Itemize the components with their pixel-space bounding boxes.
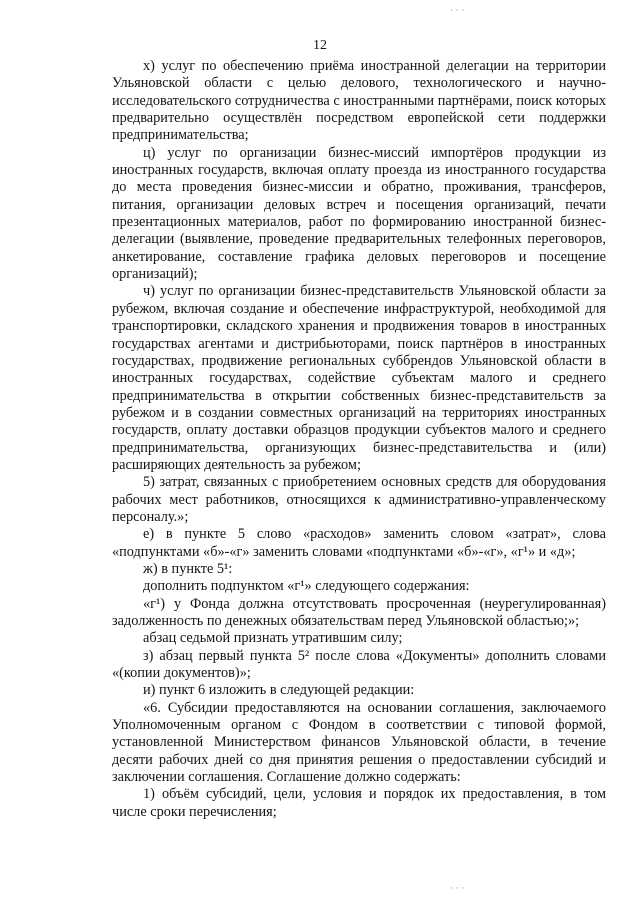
- paragraph-g1: «г¹) у Фонда должна отсутствовать просроченная (неурегулированная) задолженность по денежных обязательствам перед Ульяновской областью;»;: [112, 595, 606, 629]
- scan-mark-top: · · ·: [450, 6, 465, 16]
- paragraph-ts: ц) услуг по организации бизнес-миссий импортёров продукции из иностранных государств, включая оплату проезда из иностранного государства до места проведения бизнес-миссии и обратно, проживания, трансферов, питания, организации деловых встреч и посещения организаций, печати презентационных материалов, работ по формированию иностранной бизнес-делегации (выявление, проведение предварительных телефонных переговоров, анкетирование, составление графика деловых переговоров и посещение организаций);: [112, 144, 606, 283]
- scan-mark-bottom: · · ·: [450, 884, 465, 894]
- paragraph-add-subitem: дополнить подпунктом «г¹» следующего содержания:: [143, 578, 470, 595]
- paragraph-6: «6. Субсидии предоставляются на основании соглашения, заключаемого Уполномоченным органом с Фондом в соответствии с типовой формой, установленной Министерством финансов Ульяновской области, в течение десяти рабочих дней со дня принятия решения о предоставлении субсидий и заключении соглашения. Соглашение должно содержать:: [112, 699, 606, 786]
- paragraph-5: 5) затрат, связанных с приобретением основных средств для оборудования рабочих мест работников, относящихся к административно-управленческому персоналу.»;: [112, 474, 606, 525]
- document-body: [112, 58, 606, 821]
- paragraph-ch: ч) услуг по организации бизнес-представительств Ульяновской области за рубежом, включая создание и обеспечение инфраструктурой, необходимой для транспортировки, складского хранения и продвижения товаров в иностранных государствах агентами и дистрибьюторами, поиск партнёров в иностранных государствах, продвижение региональных суббрендов Ульяновской области в иностранных государствах, содействие субъектам малого и среднего предпринимательства в открытии собственных бизнес-представительств за рубежом и в создании совместных организаций на территориях иностранных государств, оплату доставки образцов продукции субъектов малого и среднего предпринимательства, организующих бизнес-представительства и (или) расширяющих деятельность за рубежом;: [112, 283, 606, 473]
- paragraph-1: 1) объём субсидий, цели, условия и порядок их предоставления, в том числе сроки перечисления;: [112, 786, 606, 820]
- paragraph-e: е) в пункте 5 слово «расходов» заменить словом «затрат», слова «подпунктами «б»-«г» заменить словами «подпунктами «б»-«г», «г¹» и «д»;: [112, 526, 606, 560]
- paragraph-seventh: абзац седьмой признать утратившим силу;: [143, 630, 403, 647]
- paragraph-i: и) пункт 6 изложить в следующей редакции:: [143, 682, 415, 699]
- paragraph-kh: х) услуг по обеспечению приёма иностранной делегации на территории Ульяновской области с целью делового, технологического и научно-исследовательского сотрудничества с иностранными партнёрами, поиск которых предварительно осуществлён посредством европейской сети поддержки предпринимательства;: [112, 58, 606, 144]
- page-number: 12: [313, 38, 327, 53]
- paragraph-zh: ж) в пункте 5¹:: [143, 560, 233, 577]
- paragraph-z: з) абзац первый пункта 5² после слова «Документы» дополнить словами «(копии документов)»;: [112, 647, 606, 682]
